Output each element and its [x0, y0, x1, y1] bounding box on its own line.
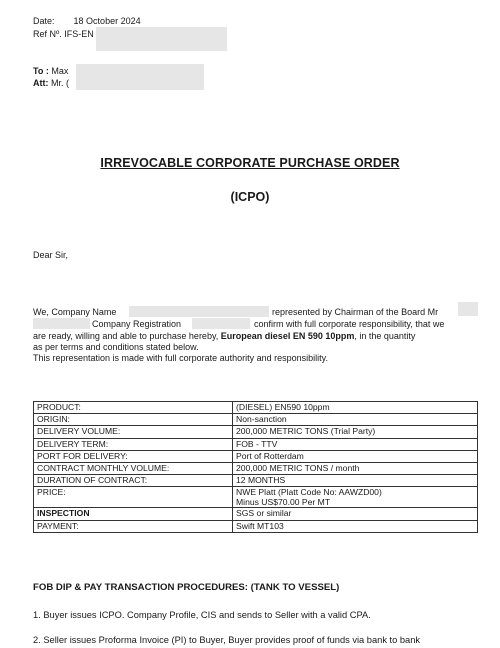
spec-key: ORIGIN: — [34, 414, 233, 426]
body-line-4: as per terms and conditions stated below. — [33, 342, 199, 352]
redaction-ref — [96, 27, 227, 51]
date-label: Date: — [33, 16, 55, 26]
spec-key: PAYMENT: — [34, 520, 233, 532]
att-value: Mr. ( — [51, 78, 70, 88]
body-line-3 — [33, 331, 415, 342]
ref-line — [33, 29, 94, 40]
document-title: IRREVOCABLE CORPORATE PURCHASE ORDER — [100, 156, 400, 170]
spec-row — [34, 450, 478, 462]
body-line-3c: , in the quantity — [354, 331, 416, 341]
spec-row — [34, 508, 478, 520]
salutation: Dear Sir, — [33, 250, 69, 260]
spec-row — [34, 438, 478, 450]
to-label: To : — [33, 66, 49, 76]
date-line — [33, 16, 141, 27]
att-label: Att: — [33, 78, 49, 88]
body-line-1b: represented by Chairman of the Board Mr — [272, 307, 439, 317]
redaction-chairman-name — [33, 318, 90, 329]
spec-value: Port of Rotterdam — [233, 450, 478, 462]
spec-value-line: NWE Platt (Platt Code No: AAWZD00) — [236, 487, 382, 498]
ref-label: Ref Nº. IFS-EN — [33, 29, 94, 39]
procedures-heading: FOB DIP & PAY TRANSACTION PROCEDURES: (TANK TO VESSEL) — [33, 582, 340, 593]
spec-table — [33, 401, 478, 533]
spec-row — [34, 520, 478, 532]
spec-value: Non-sanction — [233, 414, 478, 426]
spec-value: FOB - TTV — [233, 438, 478, 450]
procedure-step-2: 2. Seller issues Proforma Invoice (PI) to Buyer, Buyer provides proof of funds via bank to bank — [33, 635, 421, 645]
spec-key: DELIVERY TERM: — [34, 438, 233, 450]
spec-value — [233, 487, 478, 508]
spec-value: Swift MT103 — [233, 520, 478, 532]
spec-value: SGS or similar — [233, 508, 478, 520]
spec-row — [34, 487, 478, 508]
spec-row — [34, 402, 478, 414]
redaction-company-name — [129, 306, 269, 317]
spec-row — [34, 426, 478, 438]
spec-row — [34, 414, 478, 426]
body-line-2b: confirm with full corporate responsibility, that we — [254, 319, 445, 329]
body-line-3a: are ready, willing and able to purchase hereby, — [33, 331, 219, 341]
att-line — [33, 78, 69, 89]
body-line-5: This representation is made with full corporate authority and responsibility. — [33, 353, 328, 363]
spec-value: 12 MONTHS — [233, 475, 478, 487]
spec-key: DURATION OF CONTRACT: — [34, 475, 233, 487]
body-line-2a: Company Registration — [92, 319, 182, 329]
document-subtitle: (ICPO) — [230, 190, 270, 204]
date-value: 18 October 2024 — [73, 16, 141, 26]
spec-value: 200,000 METRIC TONS (Trial Party) — [233, 426, 478, 438]
product-highlight: European diesel EN 590 10ppm — [220, 331, 355, 341]
redaction-chairman — [458, 302, 478, 316]
spec-key: DELIVERY VOLUME: — [34, 426, 233, 438]
redaction-recipient — [76, 64, 204, 90]
spec-row — [34, 462, 478, 474]
to-value: Max — [51, 66, 69, 76]
spec-key: PRICE: — [34, 487, 233, 508]
spec-row — [34, 475, 478, 487]
spec-value: (DIESEL) EN590 10ppm — [233, 402, 478, 414]
spec-value: 200,000 METRIC TONS / month — [233, 462, 478, 474]
body-line-1a: We, Company Name — [33, 307, 117, 317]
spec-value-line: Minus US$70.00 Per MT — [236, 497, 331, 508]
spec-key: PRODUCT: — [34, 402, 233, 414]
to-line — [33, 66, 68, 77]
spec-key: INSPECTION — [34, 508, 233, 520]
spec-key: PORT FOR DELIVERY: — [34, 450, 233, 462]
spec-key: CONTRACT MONTHLY VOLUME: — [34, 462, 233, 474]
redaction-registration — [192, 318, 250, 329]
procedure-step-1: 1. Buyer issues ICPO. Company Profile, CIS and sends to Seller with a valid CPA. — [33, 610, 371, 620]
